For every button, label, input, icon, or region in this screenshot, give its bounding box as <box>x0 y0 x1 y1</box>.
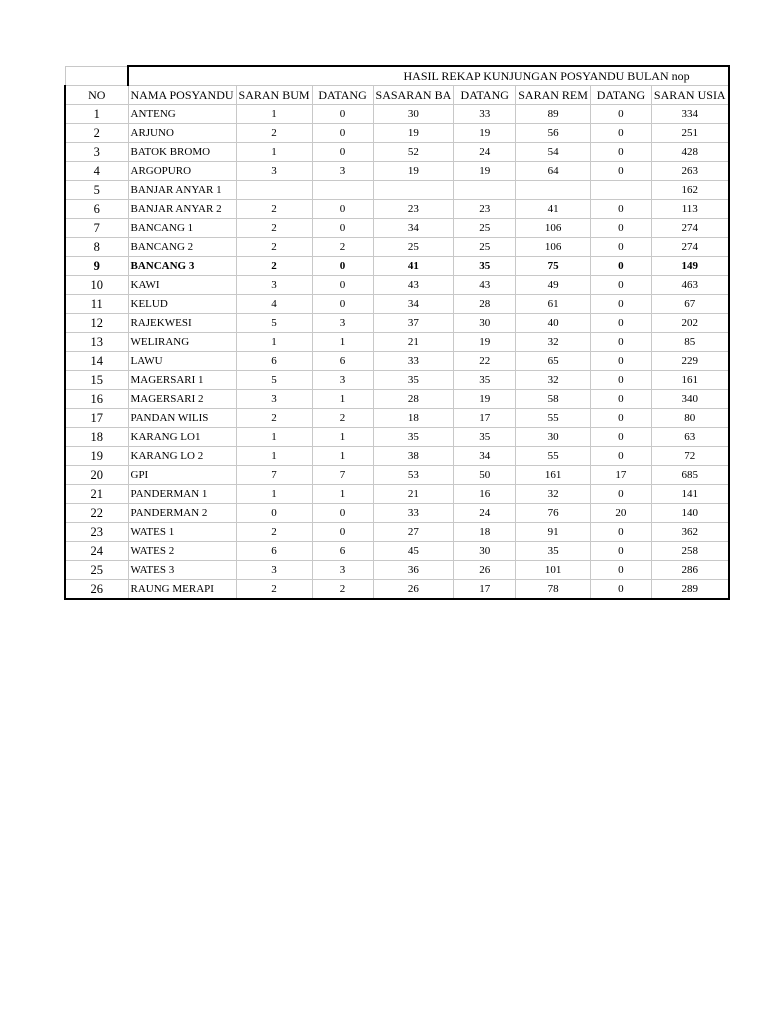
cell-value: 43 <box>454 276 516 295</box>
cell-nama-posyandu: BANJAR ANYAR 1 <box>128 181 236 200</box>
table-row <box>65 200 729 219</box>
cell-nama-posyandu: RAJEKWESI <box>128 314 236 333</box>
header-sasaran-bumil: SARAN BUM <box>236 86 312 105</box>
cell-no: 8 <box>65 238 128 257</box>
cell-value: 1 <box>236 333 312 352</box>
cell-nama-posyandu: WATES 1 <box>128 523 236 542</box>
cell-no: 9 <box>65 257 128 276</box>
cell-value: 3 <box>312 162 373 181</box>
cell-value: 43 <box>373 276 454 295</box>
cell-value: 1 <box>312 428 373 447</box>
cell-nama-posyandu: LAWU <box>128 352 236 371</box>
cell-value: 19 <box>373 162 454 181</box>
cell-value: 3 <box>236 561 312 580</box>
cell-value: 30 <box>373 105 454 124</box>
cell-value: 2 <box>236 238 312 257</box>
cell-value: 340 <box>651 390 728 409</box>
cell-value: 23 <box>454 200 516 219</box>
table-row <box>65 105 729 124</box>
cell-value: 685 <box>651 466 728 485</box>
table-row <box>65 257 729 276</box>
table-row <box>65 561 729 580</box>
table-row <box>65 504 729 523</box>
cell-value: 6 <box>236 352 312 371</box>
cell-value: 35 <box>373 428 454 447</box>
header-datang-remaja: DATANG <box>590 86 651 105</box>
cell-value: 75 <box>516 257 591 276</box>
cell-no: 18 <box>65 428 128 447</box>
table-row <box>65 447 729 466</box>
header-sasaran-usia: SARAN USIA <box>651 86 728 105</box>
cell-value: 0 <box>590 162 651 181</box>
cell-value: 0 <box>236 504 312 523</box>
cell-value: 1 <box>236 485 312 504</box>
cell-no: 7 <box>65 219 128 238</box>
cell-no: 5 <box>65 181 128 200</box>
cell-value: 0 <box>590 238 651 257</box>
cell-value: 7 <box>312 466 373 485</box>
cell-no: 15 <box>65 371 128 390</box>
cell-value: 78 <box>516 580 591 600</box>
cell-nama-posyandu: KELUD <box>128 295 236 314</box>
cell-value: 61 <box>516 295 591 314</box>
cell-no: 13 <box>65 333 128 352</box>
cell-value: 0 <box>312 219 373 238</box>
cell-value: 113 <box>651 200 728 219</box>
cell-value <box>590 181 651 200</box>
cell-value: 7 <box>236 466 312 485</box>
cell-value: 32 <box>516 333 591 352</box>
cell-value: 1 <box>312 447 373 466</box>
cell-value: 1 <box>236 143 312 162</box>
cell-value: 16 <box>454 485 516 504</box>
cell-value: 17 <box>590 466 651 485</box>
cell-value: 6 <box>236 542 312 561</box>
cell-value: 0 <box>590 105 651 124</box>
cell-nama-posyandu: BATOK BROMO <box>128 143 236 162</box>
cell-value <box>516 181 591 200</box>
cell-value: 0 <box>590 409 651 428</box>
cell-value: 1 <box>312 485 373 504</box>
cell-value: 38 <box>373 447 454 466</box>
cell-value <box>454 181 516 200</box>
cell-value: 25 <box>454 238 516 257</box>
table-row <box>65 542 729 561</box>
cell-value: 0 <box>590 428 651 447</box>
cell-value: 18 <box>454 523 516 542</box>
table-row <box>65 143 729 162</box>
cell-value: 0 <box>590 371 651 390</box>
cell-value: 274 <box>651 238 728 257</box>
cell-value: 0 <box>590 485 651 504</box>
cell-value: 21 <box>373 485 454 504</box>
cell-value: 0 <box>590 333 651 352</box>
cell-nama-posyandu: PANDERMAN 2 <box>128 504 236 523</box>
cell-value: 54 <box>516 143 591 162</box>
cell-nama-posyandu: GPI <box>128 466 236 485</box>
header-sasaran-balita: SASARAN BA <box>373 86 454 105</box>
cell-nama-posyandu: KARANG LO 2 <box>128 447 236 466</box>
cell-value: 28 <box>373 390 454 409</box>
cell-value: 19 <box>454 124 516 143</box>
cell-value: 28 <box>454 295 516 314</box>
cell-value: 0 <box>590 542 651 561</box>
cell-value: 106 <box>516 219 591 238</box>
cell-no: 10 <box>65 276 128 295</box>
table-row <box>65 523 729 542</box>
cell-value: 21 <box>373 333 454 352</box>
cell-value: 274 <box>651 219 728 238</box>
cell-nama-posyandu: BANCANG 3 <box>128 257 236 276</box>
cell-value: 428 <box>651 143 728 162</box>
cell-value: 45 <box>373 542 454 561</box>
cell-value: 76 <box>516 504 591 523</box>
cell-value: 34 <box>373 219 454 238</box>
cell-value: 1 <box>236 428 312 447</box>
cell-value: 33 <box>373 352 454 371</box>
cell-value: 3 <box>312 314 373 333</box>
cell-value: 5 <box>236 371 312 390</box>
table-row <box>65 276 729 295</box>
table-row <box>65 352 729 371</box>
cell-nama-posyandu: MAGERSARI 2 <box>128 390 236 409</box>
cell-value: 463 <box>651 276 728 295</box>
cell-no: 16 <box>65 390 128 409</box>
rekap-table <box>64 65 730 600</box>
cell-value: 33 <box>373 504 454 523</box>
cell-value: 36 <box>373 561 454 580</box>
cell-no: 1 <box>65 105 128 124</box>
cell-value: 34 <box>373 295 454 314</box>
table-row <box>65 295 729 314</box>
cell-value: 2 <box>236 200 312 219</box>
cell-value: 0 <box>312 295 373 314</box>
table-row <box>65 409 729 428</box>
cell-value: 89 <box>516 105 591 124</box>
cell-value: 63 <box>651 428 728 447</box>
cell-value: 64 <box>516 162 591 181</box>
cell-value: 32 <box>516 485 591 504</box>
cell-no: 21 <box>65 485 128 504</box>
cell-value: 80 <box>651 409 728 428</box>
cell-value: 3 <box>312 561 373 580</box>
cell-value: 0 <box>312 257 373 276</box>
cell-nama-posyandu: KARANG LO1 <box>128 428 236 447</box>
cell-value: 19 <box>373 124 454 143</box>
cell-value: 0 <box>312 124 373 143</box>
cell-value: 0 <box>590 580 651 600</box>
cell-value: 0 <box>590 523 651 542</box>
cell-value: 0 <box>590 124 651 143</box>
cell-value: 1 <box>236 447 312 466</box>
cell-value: 67 <box>651 295 728 314</box>
cell-value: 19 <box>454 390 516 409</box>
cell-no: 24 <box>65 542 128 561</box>
cell-value: 1 <box>312 333 373 352</box>
cell-value: 26 <box>373 580 454 600</box>
cell-nama-posyandu: PANDAN WILIS <box>128 409 236 428</box>
cell-value: 2 <box>312 238 373 257</box>
cell-value: 0 <box>312 276 373 295</box>
cell-value: 2 <box>236 219 312 238</box>
cell-value: 6 <box>312 352 373 371</box>
cell-value: 1 <box>312 390 373 409</box>
cell-no: 23 <box>65 523 128 542</box>
cell-value: 0 <box>590 314 651 333</box>
table-row <box>65 181 729 200</box>
cell-nama-posyandu: WATES 2 <box>128 542 236 561</box>
cell-no: 2 <box>65 124 128 143</box>
cell-nama-posyandu: WELIRANG <box>128 333 236 352</box>
cell-value: 25 <box>373 238 454 257</box>
header-sasaran-remaja: SARAN REM <box>516 86 591 105</box>
cell-value: 334 <box>651 105 728 124</box>
cell-value: 17 <box>454 409 516 428</box>
table-row <box>65 238 729 257</box>
header-datang-balita: DATANG <box>454 86 516 105</box>
cell-value: 55 <box>516 409 591 428</box>
header-nama-posyandu: NAMA POSYANDU <box>128 86 236 105</box>
cell-value: 0 <box>590 257 651 276</box>
cell-value: 141 <box>651 485 728 504</box>
cell-value: 0 <box>590 561 651 580</box>
cell-value: 26 <box>454 561 516 580</box>
cell-value: 0 <box>590 390 651 409</box>
cell-value: 27 <box>373 523 454 542</box>
cell-nama-posyandu: WATES 3 <box>128 561 236 580</box>
cell-value: 58 <box>516 390 591 409</box>
cell-value: 0 <box>590 276 651 295</box>
cell-value: 140 <box>651 504 728 523</box>
cell-value: 106 <box>516 238 591 257</box>
cell-value: 229 <box>651 352 728 371</box>
table-row <box>65 219 729 238</box>
cell-value: 25 <box>454 219 516 238</box>
table-row <box>65 580 729 600</box>
cell-value: 5 <box>236 314 312 333</box>
cell-value: 52 <box>373 143 454 162</box>
cell-no: 14 <box>65 352 128 371</box>
table-row <box>65 162 729 181</box>
cell-value: 23 <box>373 200 454 219</box>
cell-value: 3 <box>236 276 312 295</box>
cell-value: 35 <box>454 428 516 447</box>
cell-value: 35 <box>454 257 516 276</box>
cell-value: 2 <box>312 409 373 428</box>
cell-value: 24 <box>454 504 516 523</box>
table-row <box>65 371 729 390</box>
cell-value: 0 <box>312 523 373 542</box>
cell-value: 30 <box>516 428 591 447</box>
cell-value: 286 <box>651 561 728 580</box>
cell-no: 4 <box>65 162 128 181</box>
cell-value: 22 <box>454 352 516 371</box>
corner-cell <box>65 66 128 86</box>
cell-value: 1 <box>236 105 312 124</box>
table-row <box>65 124 729 143</box>
cell-nama-posyandu: MAGERSARI 1 <box>128 371 236 390</box>
cell-nama-posyandu: ARJUNO <box>128 124 236 143</box>
cell-value: 251 <box>651 124 728 143</box>
cell-value: 0 <box>590 295 651 314</box>
table-row <box>65 428 729 447</box>
cell-no: 12 <box>65 314 128 333</box>
cell-value: 41 <box>373 257 454 276</box>
cell-value: 0 <box>590 447 651 466</box>
table-row <box>65 390 729 409</box>
cell-value: 19 <box>454 162 516 181</box>
cell-value: 53 <box>373 466 454 485</box>
cell-value: 2 <box>312 580 373 600</box>
table-row <box>65 333 729 352</box>
cell-nama-posyandu: ARGOPURO <box>128 162 236 181</box>
cell-nama-posyandu: RAUNG MERAPI <box>128 580 236 600</box>
cell-value: 2 <box>236 257 312 276</box>
cell-value: 161 <box>651 371 728 390</box>
cell-value: 362 <box>651 523 728 542</box>
cell-value: 3 <box>236 390 312 409</box>
cell-value: 0 <box>590 352 651 371</box>
table-title: HASIL REKAP KUNJUNGAN POSYANDU BULAN nop <box>128 66 729 86</box>
cell-value: 0 <box>590 219 651 238</box>
cell-nama-posyandu: BANCANG 2 <box>128 238 236 257</box>
cell-value: 35 <box>454 371 516 390</box>
table-row <box>65 466 729 485</box>
cell-value: 35 <box>516 542 591 561</box>
cell-value: 49 <box>516 276 591 295</box>
header-no: NO <box>65 86 128 105</box>
cell-value <box>312 181 373 200</box>
cell-value: 161 <box>516 466 591 485</box>
header-row <box>65 86 729 105</box>
cell-value: 35 <box>373 371 454 390</box>
title-row <box>65 66 729 86</box>
cell-nama-posyandu: BANCANG 1 <box>128 219 236 238</box>
cell-value: 65 <box>516 352 591 371</box>
cell-value: 263 <box>651 162 728 181</box>
cell-value: 2 <box>236 523 312 542</box>
cell-value: 91 <box>516 523 591 542</box>
cell-value: 24 <box>454 143 516 162</box>
cell-value: 19 <box>454 333 516 352</box>
cell-nama-posyandu: ANTENG <box>128 105 236 124</box>
cell-value: 101 <box>516 561 591 580</box>
cell-value: 0 <box>590 200 651 219</box>
cell-value: 55 <box>516 447 591 466</box>
cell-no: 25 <box>65 561 128 580</box>
table-row <box>65 314 729 333</box>
header-datang-bumil: DATANG <box>312 86 373 105</box>
cell-value: 37 <box>373 314 454 333</box>
cell-value: 40 <box>516 314 591 333</box>
cell-value: 0 <box>312 143 373 162</box>
cell-value: 0 <box>590 143 651 162</box>
cell-value: 0 <box>312 504 373 523</box>
cell-value: 34 <box>454 447 516 466</box>
cell-value: 2 <box>236 580 312 600</box>
cell-no: 22 <box>65 504 128 523</box>
cell-value: 2 <box>236 124 312 143</box>
cell-nama-posyandu: PANDERMAN 1 <box>128 485 236 504</box>
cell-value: 3 <box>312 371 373 390</box>
cell-value: 289 <box>651 580 728 600</box>
table-row <box>65 485 729 504</box>
cell-value: 6 <box>312 542 373 561</box>
cell-value: 149 <box>651 257 728 276</box>
cell-no: 26 <box>65 580 128 600</box>
cell-value: 33 <box>454 105 516 124</box>
cell-value: 17 <box>454 580 516 600</box>
cell-value <box>236 181 312 200</box>
cell-value <box>373 181 454 200</box>
cell-value: 4 <box>236 295 312 314</box>
cell-value: 30 <box>454 314 516 333</box>
cell-value: 2 <box>236 409 312 428</box>
cell-no: 11 <box>65 295 128 314</box>
cell-value: 258 <box>651 542 728 561</box>
cell-no: 19 <box>65 447 128 466</box>
cell-no: 20 <box>65 466 128 485</box>
cell-value: 202 <box>651 314 728 333</box>
cell-value: 56 <box>516 124 591 143</box>
cell-value: 0 <box>312 105 373 124</box>
cell-value: 85 <box>651 333 728 352</box>
cell-value: 41 <box>516 200 591 219</box>
cell-value: 162 <box>651 181 728 200</box>
cell-no: 3 <box>65 143 128 162</box>
cell-value: 18 <box>373 409 454 428</box>
cell-nama-posyandu: KAWI <box>128 276 236 295</box>
cell-no: 6 <box>65 200 128 219</box>
cell-value: 3 <box>236 162 312 181</box>
cell-value: 32 <box>516 371 591 390</box>
cell-value: 30 <box>454 542 516 561</box>
cell-value: 20 <box>590 504 651 523</box>
cell-value: 72 <box>651 447 728 466</box>
cell-value: 0 <box>312 200 373 219</box>
cell-value: 50 <box>454 466 516 485</box>
cell-no: 17 <box>65 409 128 428</box>
cell-nama-posyandu: BANJAR ANYAR 2 <box>128 200 236 219</box>
